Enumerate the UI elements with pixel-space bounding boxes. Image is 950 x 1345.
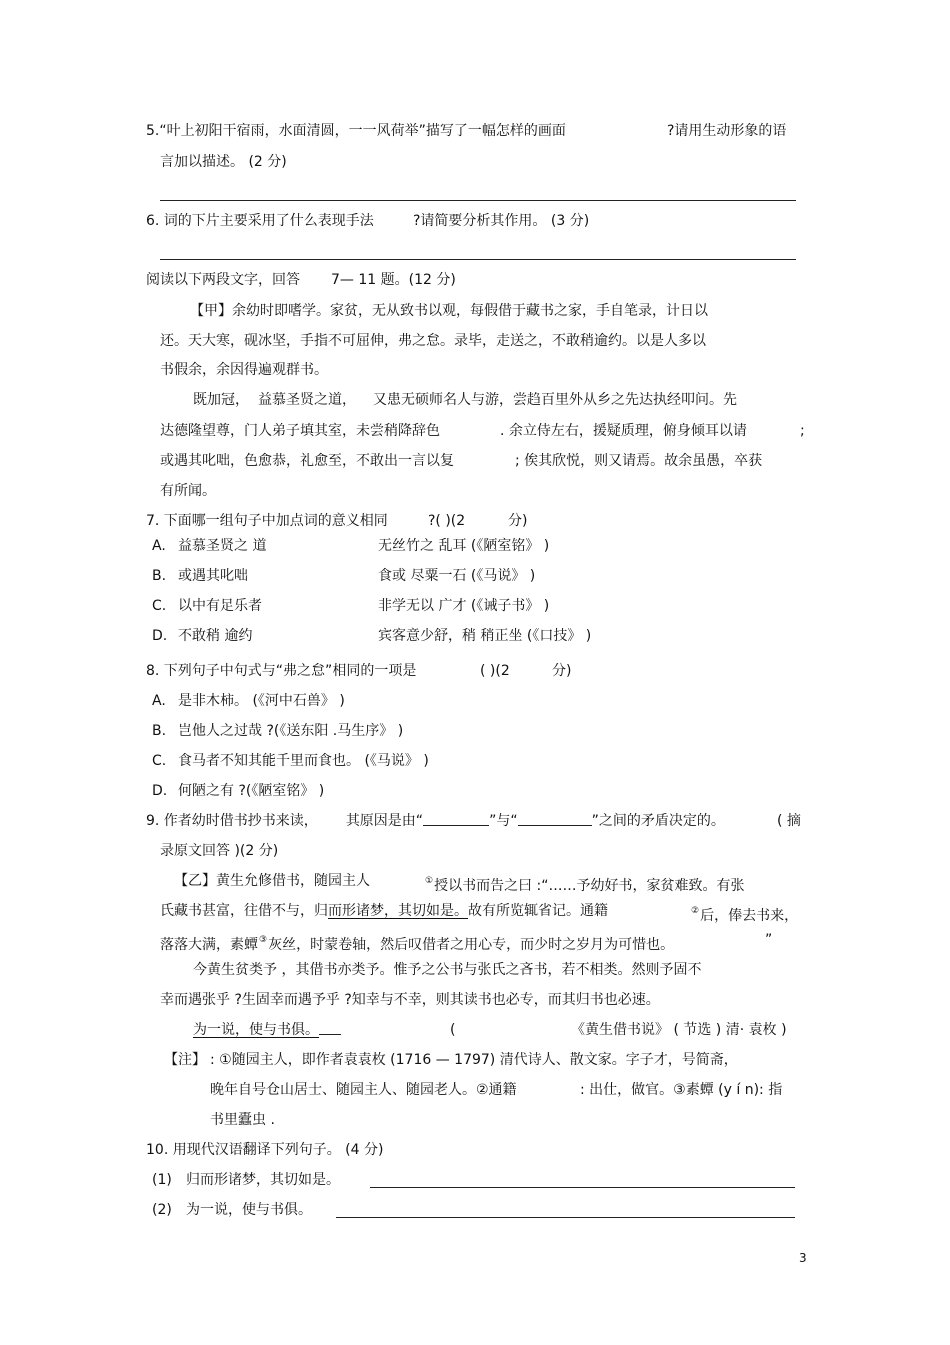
q7-stem: 7. 下面哪一组句子中加点词的意义相同 — [146, 513, 388, 529]
jia-line5c: ; — [800, 423, 805, 439]
footnote-ref-3[interactable]: ③ — [259, 935, 268, 945]
q7-stem-bracket: ?( )(2 — [428, 513, 466, 529]
q7-option-c-label[interactable]: C. — [152, 598, 167, 614]
yi-line6-underlined: 为一说，使与书俱。 — [193, 1021, 341, 1039]
q6-line1-tail: ?请简要分析其作用。 (3 分) — [413, 213, 590, 229]
yi-source: 《黄生借书说》 ( 节选 ) 清· 袁枚 ) — [571, 1022, 787, 1038]
q8-option-d-label[interactable]: D. — [152, 783, 168, 799]
q6-line1: 6. 词的下片主要采用了什么表现手法 — [146, 213, 374, 229]
jia-line6b: ; 俟其欣悦，则又请焉。故余虽愚，卒获 — [515, 453, 763, 469]
yi-line3-quote: ” — [765, 932, 773, 948]
q7-option-c-left: 以中有足乐者 — [178, 598, 262, 614]
jia-line1: 【甲】余幼时即嗜学。家贫，无从致书以观，每假借于藏书之家，手自笔录，计日以 — [190, 303, 708, 319]
jia-line6a: 或遇其叱咄，色愈恭，礼愈至，不敢出一言以复 — [160, 453, 454, 469]
jia-line4b: 益慕圣贤之道， — [258, 392, 356, 408]
q9-blank-2[interactable] — [518, 812, 592, 826]
yi-line3: 落落大满，素蟫③灰丝，时蒙卷轴，然后叹借者之用心专，而少时之岁月为可惜也。 — [160, 935, 675, 953]
yi-line2: 氏藏书甚富，往借不与，归而形诸梦，其切如是。故有所览辄省记。通籍 — [160, 903, 608, 919]
note-line2: 晚年自号仓山居士、随园主人、随园老人。②通籍 — [210, 1082, 517, 1098]
q9-blank-1[interactable] — [423, 812, 489, 826]
q9-line1: 9. 作者幼时借书抄书来读， 其原因是由“ ”与“ ”之间的矛盾决定的。 — [146, 813, 725, 829]
reading-intro: 阅读以下两段文字，回答 — [146, 272, 300, 288]
q7-option-a-right: 无丝竹之 乱耳 (《陋室铭》 ) — [378, 538, 550, 554]
q7-option-b-right: 食或 尽粟一石 (《马说》 ) — [378, 568, 536, 584]
q5-line2: 言加以描述。 (2 分) — [160, 154, 287, 170]
jia-line5b: . 余立侍左右，援疑质理，俯身倾耳以请 — [500, 423, 747, 439]
note-line2-tail: : 出仕，做官。③素蟫 (y í n): 指 — [580, 1082, 783, 1098]
q8-option-a-label[interactable]: A. — [152, 693, 166, 709]
q10-item-1-num: (1) — [152, 1172, 172, 1188]
note-label: 【注】 — [164, 1052, 206, 1068]
note-line3: 书里蠹虫 . — [210, 1112, 275, 1128]
q7-option-a-label[interactable]: A. — [152, 538, 166, 554]
q10-item-2-num: (2) — [152, 1202, 172, 1218]
q7-option-b-left: 或遇其叱咄 — [178, 568, 248, 584]
q7-stem-points: 分) — [508, 513, 528, 529]
reading-intro-range: 7— 11 题。(12 分) — [331, 272, 456, 288]
jia-line2: 还。天大寒，砚冰坚，手指不可屈伸，弗之怠。录毕，走送之，不敢稍逾约。以是人多以 — [160, 333, 706, 349]
q5-answer-line[interactable] — [160, 200, 796, 201]
q10-item-2-text: 为一说，使与书俱。 — [186, 1202, 312, 1218]
yi-line4: 今黄生贫类予 ，其借书亦类予。惟予之公书与张氏之吝书，若不相类。然则予固不 — [193, 962, 702, 978]
note-line1: : ①随园主人，即作者袁袁枚 (1716 — 1797) 清代诗人、散文家。字子才，号简斋， — [210, 1052, 738, 1068]
q8-option-b-label[interactable]: B. — [152, 723, 167, 739]
footnote-ref-1[interactable]: ① — [425, 876, 434, 886]
q7-option-d-left: 不敢稍 逾约 — [178, 628, 253, 644]
yi-line1b: ①授以书而告之曰 :“……予幼好书，家贫难致。有张 — [425, 876, 745, 894]
q8-option-b-text: 岂他人之过哉 ?(《送东阳 .马生序》 ) — [178, 723, 404, 739]
q8-option-c-label[interactable]: C. — [152, 753, 167, 769]
q6-answer-line[interactable] — [160, 259, 796, 260]
q9-line2: 录原文回答 )(2 分) — [160, 843, 279, 859]
q10-item-2-answer-line[interactable] — [336, 1217, 795, 1218]
q8-stem-bracket: ( )(2 — [480, 663, 510, 679]
jia-line5a: 达德隆望尊，门人弟子填其室，未尝稍降辞色 — [160, 423, 440, 439]
q8-stem-points: 分) — [552, 663, 572, 679]
yi-line5: 幸而遇张乎 ?生固幸而遇予乎 ?知幸与不幸，则其读书也必专，而其归书也必速。 — [160, 992, 660, 1008]
q10-stem: 10. 用现代汉语翻译下列句子。 (4 分) — [146, 1142, 384, 1158]
q7-option-a-left: 益慕圣贤之 道 — [178, 538, 267, 554]
page-number: 3 — [799, 1251, 807, 1265]
q7-option-d-right: 宾客意少舒，稍 稍正坐 (《口技》 ) — [378, 628, 592, 644]
q9-line1-tail: ( 摘 — [777, 813, 801, 829]
q10-item-1-answer-line[interactable] — [370, 1187, 795, 1188]
jia-line3: 书假余，余因得遍观群书。 — [160, 362, 328, 378]
q8-option-a-text: 是非木柿。 (《河中石兽》 ) — [178, 693, 345, 709]
q5-line1: 5.“叶上初阳干宿雨，水面清圆，一一风荷举”描写了一幅怎样的画面 — [146, 123, 566, 139]
q8-option-d-text: 何陋之有 ?(《陋室铭》 ) — [178, 783, 325, 799]
q5-line1-tail: ?请用生动形象的语 — [667, 123, 787, 139]
yi-line2-tail: ②后，俸去书来， — [691, 906, 799, 924]
footnote-ref-2[interactable]: ② — [691, 906, 700, 916]
jia-line4c: 又患无硕师名人与游，尝趋百里外从乡之先达执经叩问。先 — [373, 392, 737, 408]
q7-option-d-label[interactable]: D. — [152, 628, 168, 644]
q7-option-b-label[interactable]: B. — [152, 568, 167, 584]
q8-stem: 8. 下列句子中句式与“弗之怠”相同的一项是 — [146, 663, 417, 679]
q10-item-1-text: 归而形诸梦，其切如是。 — [186, 1172, 340, 1188]
q8-option-c-text: 食马者不知其能千里而食也。 (《马说》 ) — [178, 753, 429, 769]
jia-line7: 有所闻。 — [160, 483, 216, 499]
q7-option-c-right: 非学无以 广才 (《诫子书》 ) — [378, 598, 550, 614]
yi-line6-paren: ( — [450, 1022, 456, 1038]
jia-line4a: 既加冠， — [193, 392, 249, 408]
yi-line1a: 【乙】黄生允修借书，随园主人 — [174, 873, 370, 889]
